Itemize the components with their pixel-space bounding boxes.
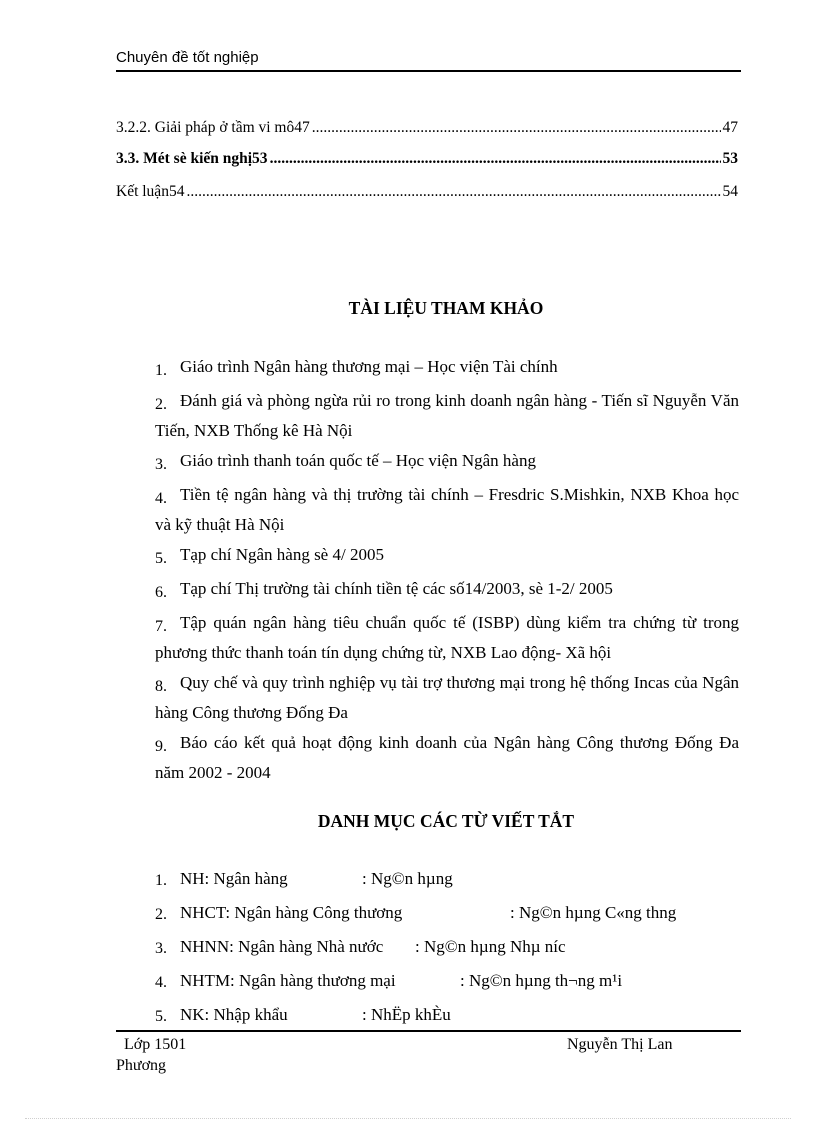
toc-entry[interactable] [116,150,738,168]
reference-number: 6. [155,584,167,601]
footer-rule [116,1030,741,1032]
references-heading: TÀI LIỆU THAM KHẢO [348,298,544,318]
footer-author: Nguyễn Thị Lan [567,1036,673,1053]
reference-item [155,542,739,572]
abbreviation-item [155,937,739,971]
abbreviation-garbled: : Ng©n hµng Nhµ níc [415,937,566,956]
abbreviation-garbled: : Ng©n hµng th¬ng m¹i [460,971,623,990]
abbreviation-item [155,903,739,937]
toc-leader [312,119,721,137]
reference-item [155,670,739,726]
abbreviation-number: 3. [155,940,167,957]
header-rule [116,70,741,72]
toc-entry-label: 3.2.2. Giải pháp ở tầm vi mô47 [116,119,310,136]
toc-entry-page: 47 [722,119,738,136]
reference-text: Đánh giá và phòng ngừa rủi ro trong kinh doanh ngân hàng - Tiến sĩ Nguyễn Văn Tiến, NXB Thống kê Hà Nội [155,391,739,440]
toc-leader [186,183,720,201]
reference-number: 1. [155,362,167,379]
abbreviation-number: 2. [155,906,167,923]
toc-entry-label: Kết luận54 [116,183,185,200]
abbreviation-item [155,1005,739,1039]
reference-item [155,482,739,538]
reference-number: 7. [155,618,167,635]
reference-item [155,448,739,478]
abbreviations-list [155,869,739,1039]
reference-item [155,576,739,606]
toc-entry[interactable] [116,119,738,137]
abbreviation-term: NK: Nhập khẩu [180,1005,288,1024]
footer-author-continued: Phương [116,1057,167,1074]
footer-class: Lớp 1501 [124,1036,187,1053]
abbreviation-term: NHTM: Ngân hàng thương mại [180,971,396,990]
abbreviation-garbled: : Ng©n hµng [362,869,453,888]
reference-number: 2. [155,396,167,413]
reference-number: 8. [155,678,167,695]
reference-number: 5. [155,550,167,567]
reference-text: Giáo trình Ngân hàng thương mại – Học viện Tài chính [180,357,558,376]
reference-number: 4. [155,490,167,507]
page-bottom-border [25,1118,791,1119]
running-header: Chuyên đề tốt nghiệp [116,49,259,66]
abbreviation-number: 1. [155,872,167,889]
reference-text: Tạp chí Thị trường tài chính tiền tệ các số14/2003, sè 1-2/ 2005 [180,579,613,598]
reference-text: Tiền tệ ngân hàng và thị trường tài chính – Fresdric S.Mishkin, NXB Khoa học và kỹ thuật Hà Nội [155,485,739,534]
toc-leader [270,150,721,168]
reference-text: Quy chế và quy trình nghiệp vụ tài trợ thương mại trong hệ thống Incas của Ngân hàng Công thương Đống Đa [155,673,739,722]
toc-entry-page: 54 [722,183,738,200]
reference-text: Báo cáo kết quả hoạt động kinh doanh của Ngân hàng Công thương Đống Đa năm 2002 - 2004 [155,733,739,782]
toc-entry-page: 53 [722,150,738,167]
toc-entry-label: 3.3. Mét sè kiến nghị53 [116,150,268,167]
reference-number: 9. [155,738,167,755]
abbreviation-term: NHNN: Ngân hàng Nhà nước [180,937,384,956]
reference-number: 3. [155,456,167,473]
abbreviation-item [155,869,739,903]
reference-item [155,354,739,384]
abbreviations-heading: DANH MỤC CÁC TỪ VIẾT TẮT [317,811,575,831]
abbreviation-term: NHCT: Ngân hàng Công thương [180,903,403,922]
reference-text: Tập quán ngân hàng tiêu chuẩn quốc tế (ISBP) dùng kiểm tra chứng từ trong phương thức thanh toán tín dụng chứng từ, NXB Lao động- Xã hội [155,613,739,662]
abbreviation-garbled: : NhËp khÈu [362,1005,451,1024]
reference-item [155,610,739,666]
references-list [155,354,739,790]
abbreviation-term: NH: Ngân hàng [180,869,288,888]
reference-text: Tạp chí Ngân hàng sè 4/ 2005 [180,545,384,564]
toc-entry[interactable] [116,183,738,201]
reference-item [155,388,739,444]
abbreviation-garbled: : Ng©n hµng C«ng thng [510,903,677,922]
reference-item [155,730,739,786]
reference-text: Giáo trình thanh toán quốc tế – Học viện Ngân hàng [180,451,536,470]
abbreviation-number: 5. [155,1008,167,1025]
abbreviation-item [155,971,739,1005]
abbreviation-number: 4. [155,974,167,991]
